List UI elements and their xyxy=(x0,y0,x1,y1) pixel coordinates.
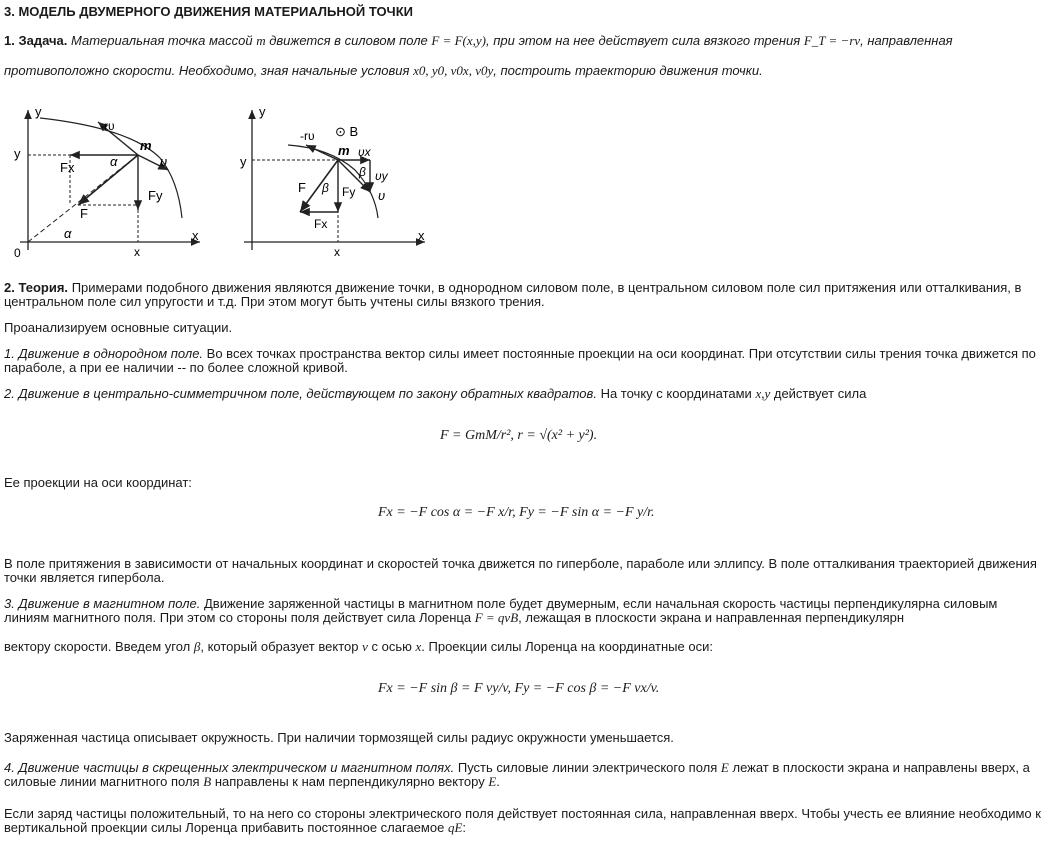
svg-text:x: x xyxy=(418,228,425,243)
svg-text:Fy: Fy xyxy=(342,185,356,199)
svg-text:α: α xyxy=(110,154,118,169)
figure-magnetic-field xyxy=(230,100,440,265)
svg-text:-rυ: -rυ xyxy=(100,119,115,133)
initial-conditions: x0, y0, v0x, v0y xyxy=(413,63,494,78)
svg-text:β: β xyxy=(322,181,329,195)
svg-text:m: m xyxy=(140,138,152,153)
svg-text:υx: υx xyxy=(358,145,371,159)
svg-text:x: x xyxy=(334,245,340,259)
svg-text:m: m xyxy=(338,143,350,158)
svg-text:⊙ B: ⊙ B xyxy=(335,124,359,139)
analyze-line: Проанализируем основные ситуации. xyxy=(4,320,233,335)
case1-paragraph: 1. Движение в однородном поле. Во всех точках пространства вектор силы имеет постоянные проекции на оси координат. При отсутствии силы трения точка движется по параболе, а при ее наличии -- по более сложной кривой. xyxy=(4,346,1036,375)
axis-y-label: y xyxy=(35,104,42,119)
case2-paragraph: 2. Движение в центрально-симметричном поле, действующем по закону обратных квадратов. На точку с координатами x,y действует сила xyxy=(4,386,867,401)
svg-text:y: y xyxy=(14,146,21,161)
friction-equation: F_T = −rv xyxy=(803,33,861,48)
case2-conclusion: В поле притяжения в зависимости от начальных координат и скоростей точка движется по гиперболе, параболе или эллипсу. В поле отталкивания траекторией движения точки является гипербола. xyxy=(4,556,1037,585)
svg-text:υy: υy xyxy=(375,169,388,183)
circle-line: Заряженная частица описывает окружность. При наличии тормозящей силы радиус окружности уменьшается. xyxy=(4,730,674,745)
svg-text:x: x xyxy=(134,245,140,259)
field-equation: F = F(x,y) xyxy=(431,33,487,48)
task-line-1: 1. Задача. Материальная точка массой m движется в силовом поле F = F(x,y), при этом на нее действует сила вязкого трения F_T = −rv, направленная xyxy=(4,33,953,48)
task-label: 1. Задача. xyxy=(4,33,68,48)
equation-projections: Fx = −F cos α = −F x/r, Fy = −F sin α = −F y/r. xyxy=(378,505,655,520)
svg-text:y: y xyxy=(240,154,247,169)
svg-text:α: α xyxy=(64,226,72,241)
equation-lorentz-projections: Fx = −F sin β = F vy/v, Fy = −F cos β = −F vx/v. xyxy=(378,681,660,696)
figure-force-field xyxy=(0,100,210,265)
svg-text:υ: υ xyxy=(160,154,168,169)
svg-text:F: F xyxy=(80,206,88,221)
task-line-2: противоположно скорости. Необходимо, зная начальные условия x0, y0, v0x, v0y, построить траекторию движения точки. xyxy=(4,63,763,78)
case4-conclusion: Если заряд частицы положительный, то на него со стороны электрического поля действует постоянная сила, направленная вверх. Чтобы учесть ее влияние необходимо к вертикальной проекции силы Лоренца прибавить постоянное слагаемое qE: xyxy=(4,806,1041,835)
theory-paragraph: 2. Теория. Примерами подобного движения являются движение точки, в однородном силовом поле, в центральном силовом поле сил притяжения или отталкивания, в центральном поле сил упругости и т.д. При этом могут быть учтены силы вязкого трения. xyxy=(4,280,1022,309)
case3-line-3: вектору скорости. Введем угол β, который образует вектор v с осью x. Проекции силы Лоренца на координатные оси: xyxy=(4,639,713,654)
equation-gravity: F = GmM/r², r = √(x² + y²). xyxy=(440,428,598,443)
svg-text:0: 0 xyxy=(14,246,21,260)
svg-text:y: y xyxy=(259,104,266,119)
projections-label: Ее проекции на оси координат: xyxy=(4,475,192,490)
svg-text:F: F xyxy=(298,180,306,195)
svg-text:Fy: Fy xyxy=(148,188,163,203)
svg-text:υ: υ xyxy=(378,188,386,203)
svg-text:Fx: Fx xyxy=(314,217,328,231)
page-title: 3. МОДЕЛЬ ДВУМЕРНОГО ДВИЖЕНИЯ МАТЕРИАЛЬНОЙ ТОЧКИ xyxy=(4,4,413,19)
case3-paragraph: 3. Движение в магнитном поле. Движение заряженной частицы в магнитном поле будет двумерным, если начальная скорость частицы перпендикулярна силовым линиям магнитного поля. При этом со стороны поля действует сила Лоренца F = qvB, лежащая в плоскости экрана и направленная перпендикулярн xyxy=(4,596,998,625)
axis-x-label: x xyxy=(192,228,199,243)
svg-text:β: β xyxy=(359,165,366,179)
svg-text:Fx: Fx xyxy=(60,160,75,175)
svg-text:-rυ: -rυ xyxy=(300,129,315,143)
case4-paragraph: 4. Движение частицы в скрещенных электрическом и магнитном полях. Пусть силовые линии электрического поля E лежат в плоскости экрана и направлены вверх, а силовые линии магнитного поля B направлены к нам перпендикулярно вектору E. xyxy=(4,760,1030,789)
